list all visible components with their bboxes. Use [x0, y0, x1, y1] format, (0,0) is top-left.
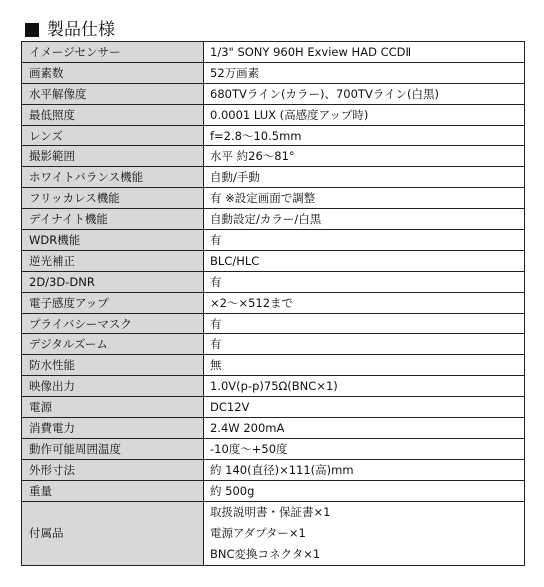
table-row — [22, 125, 525, 146]
spec-value: 有 ※設定画面で調整 — [204, 188, 525, 209]
spec-label: 重量 — [22, 480, 204, 501]
spec-value: 有 — [204, 230, 525, 251]
spec-heading — [25, 19, 115, 41]
table-row — [22, 438, 525, 459]
spec-value: 自動設定/カラー/白黒 — [204, 209, 525, 230]
table-row — [22, 146, 525, 167]
accessory-item: BNC変換コネクタ×1 — [210, 546, 321, 561]
spec-label: フリッカレス機能 — [22, 188, 204, 209]
spec-label: ホワイトバランス機能 — [22, 167, 204, 188]
spec-label: 動作可能周囲温度 — [22, 438, 204, 459]
spec-label: WDR機能 — [22, 230, 204, 251]
table-row — [22, 480, 525, 501]
table-row — [22, 292, 525, 313]
table-row — [22, 397, 525, 418]
accessories-value — [204, 501, 525, 565]
spec-value: f=2.8～10.5mm — [204, 125, 525, 146]
spec-label: プライバシーマスク — [22, 313, 204, 334]
table-row — [22, 209, 525, 230]
spec-label: レンズ — [22, 125, 204, 146]
square-bullet-icon — [25, 23, 39, 37]
accessories-label: 付属品 — [22, 501, 204, 565]
spec-value: 680TVライン(カラー)、700TVライン(白黒) — [204, 83, 525, 104]
spec-label: 電子感度アップ — [22, 292, 204, 313]
table-row — [22, 355, 525, 376]
spec-label: デジタルズーム — [22, 334, 204, 355]
spec-label: イメージセンサー — [22, 42, 204, 63]
spec-value: ×2～×512まで — [204, 292, 525, 313]
spec-label: 外形寸法 — [22, 459, 204, 480]
spec-value: 0.0001 LUX (高感度アップ時) — [204, 104, 525, 125]
table-row — [22, 188, 525, 209]
table-row — [22, 313, 525, 334]
spec-label: 2D/3D-DNR — [22, 271, 204, 292]
spec-label: 画素数 — [22, 62, 204, 83]
spec-label: 消費電力 — [22, 418, 204, 439]
spec-value: 有 — [204, 271, 525, 292]
table-row — [22, 83, 525, 104]
spec-value: 自動/手動 — [204, 167, 525, 188]
spec-value: 約 500g — [204, 480, 525, 501]
accessory-item: 電源アダプター×1 — [210, 525, 306, 540]
spec-value: 約 140(直径)×111(高)mm — [204, 459, 525, 480]
table-row — [22, 62, 525, 83]
spec-table — [21, 41, 525, 566]
spec-value: DC12V — [204, 397, 525, 418]
spec-value: 無 — [204, 355, 525, 376]
table-row — [22, 334, 525, 355]
table-row — [22, 42, 525, 63]
table-row — [22, 459, 525, 480]
spec-label: 防水性能 — [22, 355, 204, 376]
spec-value: 水平 約26～81° — [204, 146, 525, 167]
spec-label: 映像出力 — [22, 376, 204, 397]
spec-value: 有 — [204, 334, 525, 355]
table-row — [22, 250, 525, 271]
spec-label: デイナイト機能 — [22, 209, 204, 230]
accessory-item: 取扱説明書・保証書×1 — [210, 504, 331, 519]
table-row — [22, 376, 525, 397]
spec-value: 2.4W 200mA — [204, 418, 525, 439]
spec-value: 52万画素 — [204, 62, 525, 83]
spec-label: 電源 — [22, 397, 204, 418]
spec-value: -10度～+50度 — [204, 438, 525, 459]
spec-value: 1.0V(p-p)75Ω(BNC×1) — [204, 376, 525, 397]
spec-value: 有 — [204, 313, 525, 334]
table-row — [22, 230, 525, 251]
table-row-accessories — [22, 501, 525, 565]
spec-label: 水平解像度 — [22, 83, 204, 104]
spec-label: 撮影範囲 — [22, 146, 204, 167]
table-row — [22, 167, 525, 188]
table-row — [22, 418, 525, 439]
spec-heading-title: 製品仕様 — [47, 20, 115, 40]
spec-label: 最低照度 — [22, 104, 204, 125]
spec-value: 1/3" SONY 960H Exview HAD CCDⅡ — [204, 42, 525, 63]
spec-label: 逆光補正 — [22, 250, 204, 271]
table-row — [22, 104, 525, 125]
spec-value: BLC/HLC — [204, 250, 525, 271]
table-row — [22, 271, 525, 292]
